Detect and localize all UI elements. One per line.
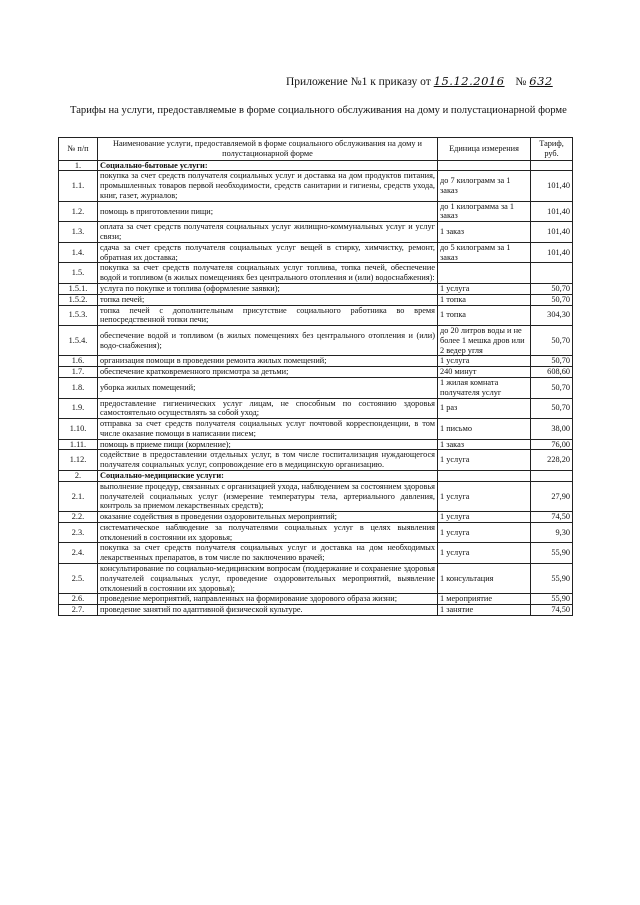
- tariff-price: 74,50: [531, 605, 573, 616]
- unit-of-measure: 1 топка: [438, 305, 531, 326]
- unit-of-measure: [438, 160, 531, 171]
- table-row: [59, 543, 573, 564]
- document-title: Тарифы на услуги, предоставляемые в форме социального обслуживания на дому и полустационарной форме: [70, 105, 567, 116]
- unit-of-measure: 1 занятие: [438, 605, 531, 616]
- row-number: 2.: [59, 471, 98, 482]
- table-row: [59, 564, 573, 594]
- tariff-price: 50,70: [531, 283, 573, 294]
- section-row: [59, 160, 573, 171]
- service-name: консультирование по социально-медицинским вопросам (поддержание и сохранение здоровья получателей социальных услуг, проведение оздоровительных мероприятий, выявление отклонений в состоянии их здоровья);: [98, 564, 438, 594]
- row-number: 1.5.2.: [59, 294, 98, 305]
- row-number: 1.5.3.: [59, 305, 98, 326]
- row-number: 2.5.: [59, 564, 98, 594]
- row-number: 2.1.: [59, 481, 98, 511]
- service-name: топка печей;: [98, 294, 438, 305]
- unit-of-measure: 1 заказ: [438, 222, 531, 243]
- service-name: оплата за счет средств получателя социальных услуг жилищно-коммунальных услуг и услуг связи;: [98, 222, 438, 243]
- service-name: покупка за счет средств получателя социальных услуг топлива, топка печей, обеспечение водой и топливом (в жилых помещениях без центрального отопления и (или) водоснабжения):: [98, 263, 438, 284]
- unit-of-measure: 1 мероприятие: [438, 594, 531, 605]
- service-name: содействие в предоставлении отдельных услуг, в том числе госпитализация нуждающегося получателя социальных услуг, сопровождение его в медицинскую организацию.: [98, 450, 438, 471]
- unit-of-measure: 1 письмо: [438, 419, 531, 440]
- order-number: 632: [529, 74, 553, 88]
- row-number: 1.: [59, 160, 98, 171]
- service-name: покупка за счет средств получателя социальных услуг и доставка на дом необходимых лекарственных препаратов, в том числе по заключению врачей;: [98, 543, 438, 564]
- order-number-label: №: [515, 76, 527, 88]
- order-reference-prefix: Приложение №1 к приказу от: [286, 76, 431, 88]
- tariff-price: 9,30: [531, 522, 573, 543]
- tariff-price: 50,70: [531, 326, 573, 356]
- tariff-price: 50,70: [531, 398, 573, 419]
- tariff-price: [531, 263, 573, 284]
- service-name: оказание содействия в проведении оздоровительных мероприятий;: [98, 512, 438, 523]
- row-number: 1.3.: [59, 222, 98, 243]
- row-number: 1.6.: [59, 356, 98, 367]
- row-number: 1.4.: [59, 242, 98, 263]
- unit-of-measure: 1 услуга: [438, 450, 531, 471]
- unit-of-measure: до 1 килограмма за 1 заказ: [438, 201, 531, 222]
- row-number: 2.6.: [59, 594, 98, 605]
- table-row: [59, 305, 573, 326]
- unit-of-measure: 1 услуга: [438, 481, 531, 511]
- table-row: [59, 481, 573, 511]
- unit-of-measure: 240 минут: [438, 367, 531, 378]
- unit-of-measure: 1 услуга: [438, 543, 531, 564]
- row-number: 1.7.: [59, 367, 98, 378]
- unit-of-measure: 1 консультация: [438, 564, 531, 594]
- table-row: [59, 450, 573, 471]
- table-row: [59, 398, 573, 419]
- unit-of-measure: [438, 471, 531, 482]
- tariff-price: 101,40: [531, 171, 573, 201]
- tariff-price: 76,00: [531, 439, 573, 450]
- tariff-price: 27,90: [531, 481, 573, 511]
- row-number: 1.2.: [59, 201, 98, 222]
- order-reference: [286, 74, 553, 88]
- tariff-price: 50,70: [531, 377, 573, 398]
- tariff-price: 228,20: [531, 450, 573, 471]
- table-row: [59, 294, 573, 305]
- tariff-price: 101,40: [531, 201, 573, 222]
- section-row: [59, 471, 573, 482]
- table-row: [59, 283, 573, 294]
- unit-of-measure: 1 раз: [438, 398, 531, 419]
- tariff-price: [531, 471, 573, 482]
- table-header-row: [59, 138, 573, 161]
- table-row: [59, 326, 573, 356]
- tariff-price: 50,70: [531, 294, 573, 305]
- row-number: 1.11.: [59, 439, 98, 450]
- table-row: [59, 512, 573, 523]
- tariff-price: 101,40: [531, 222, 573, 243]
- column-header-name: Наименование услуги, предоставляемой в форме социального обслуживания на дому и полустационарной форме: [98, 138, 438, 161]
- service-name: организация помощи в проведении ремонта жилых помещений;: [98, 356, 438, 367]
- tariff-price: 50,70: [531, 356, 573, 367]
- row-number: 2.7.: [59, 605, 98, 616]
- column-header-num: № п/п: [59, 138, 98, 161]
- tariff-price: 55,90: [531, 564, 573, 594]
- row-number: 1.5.: [59, 263, 98, 284]
- table-row: [59, 377, 573, 398]
- service-name: Социально-бытовые услуги:: [98, 160, 438, 171]
- table-row: [59, 605, 573, 616]
- service-name: систематическое наблюдение за получателями социальных услуг в целях выявления отклонений в состоянии их здоровья;: [98, 522, 438, 543]
- row-number: 2.3.: [59, 522, 98, 543]
- table-row: [59, 263, 573, 284]
- table-row: [59, 242, 573, 263]
- service-name: топка печей с дополнительным присутствие социального работника во время непосредственной топки печи;: [98, 305, 438, 326]
- table-row: [59, 356, 573, 367]
- table-row: [59, 201, 573, 222]
- unit-of-measure: 1 услуга: [438, 356, 531, 367]
- service-name: проведение занятий по адаптивной физической культуре.: [98, 605, 438, 616]
- unit-of-measure: до 20 литров воды и не более 1 мешка дров или 2 ведер угля: [438, 326, 531, 356]
- tariff-price: [531, 160, 573, 171]
- tariff-price: 101,40: [531, 242, 573, 263]
- order-date: 15.12.2016: [433, 74, 505, 88]
- row-number: 1.10.: [59, 419, 98, 440]
- unit-of-measure: 1 топка: [438, 294, 531, 305]
- table-row: [59, 594, 573, 605]
- service-name: проведение мероприятий, направленных на формирование здорового образа жизни;: [98, 594, 438, 605]
- unit-of-measure: до 5 килограмм за 1 заказ: [438, 242, 531, 263]
- table-row: [59, 439, 573, 450]
- unit-of-measure: 1 услуга: [438, 512, 531, 523]
- column-header-unit: Единица измерения: [438, 138, 531, 161]
- table-row: [59, 522, 573, 543]
- tariff-price: 55,90: [531, 594, 573, 605]
- table-body: [59, 160, 573, 615]
- table-row: [59, 171, 573, 201]
- service-name: уборка жилых помещений;: [98, 377, 438, 398]
- row-number: 2.4.: [59, 543, 98, 564]
- row-number: 1.12.: [59, 450, 98, 471]
- row-number: 2.2.: [59, 512, 98, 523]
- service-name: обеспечение водой и топливом (в жилых помещениях без центрального отопления и (или) водо-снабжения);: [98, 326, 438, 356]
- row-number: 1.8.: [59, 377, 98, 398]
- row-number: 1.9.: [59, 398, 98, 419]
- unit-of-measure: 1 услуга: [438, 283, 531, 294]
- row-number: 1.5.4.: [59, 326, 98, 356]
- service-name: выполнение процедур, связанных с организацией ухода, наблюдением за состоянием здоровья получателей социальных услуг (измерение температуры тела, артериального давления, контроль за приемом лекарственных средств);: [98, 481, 438, 511]
- unit-of-measure: [438, 263, 531, 284]
- table-row: [59, 367, 573, 378]
- service-name: Социально-медицинские услуги:: [98, 471, 438, 482]
- row-number: 1.5.1.: [59, 283, 98, 294]
- service-name: услуга по покупке и топлива (оформление заявки);: [98, 283, 438, 294]
- service-name: отправка за счет средств получателя социальных услуг почтовой корреспонденции, в том числе оказание помощи в написании писем;: [98, 419, 438, 440]
- service-name: помощь в приеме пищи (кормление);: [98, 439, 438, 450]
- service-name: покупка за счет средств получателя социальных услуг и доставка на дом продуктов питания, промышленных товаров первой необходимости, средств санитарии и гигиены, средств ухода, книг, газет, журналов;: [98, 171, 438, 201]
- service-name: обеспечение кратковременного присмотра за детьми;: [98, 367, 438, 378]
- unit-of-measure: до 7 килограмм за 1 заказ: [438, 171, 531, 201]
- column-header-price: Тариф, руб.: [531, 138, 573, 161]
- row-number: 1.1.: [59, 171, 98, 201]
- table-row: [59, 419, 573, 440]
- unit-of-measure: 1 жилая комната получателя услуг: [438, 377, 531, 398]
- tariff-price: 608,60: [531, 367, 573, 378]
- service-name: помощь в приготовлении пищи;: [98, 201, 438, 222]
- table-row: [59, 222, 573, 243]
- service-name: предоставление гигиенических услуг лицам, не способным по состоянию здоровья самостоятельно осуществлять за собой уход;: [98, 398, 438, 419]
- tariff-price: 304,30: [531, 305, 573, 326]
- tariff-price: 74,50: [531, 512, 573, 523]
- service-name: сдача за счет средств получателя социальных услуг вещей в стирку, химчистку, ремонт, обратная их доставка;: [98, 242, 438, 263]
- unit-of-measure: 1 услуга: [438, 522, 531, 543]
- unit-of-measure: 1 заказ: [438, 439, 531, 450]
- tariff-table: [58, 137, 573, 616]
- tariff-price: 38,00: [531, 419, 573, 440]
- tariff-price: 55,90: [531, 543, 573, 564]
